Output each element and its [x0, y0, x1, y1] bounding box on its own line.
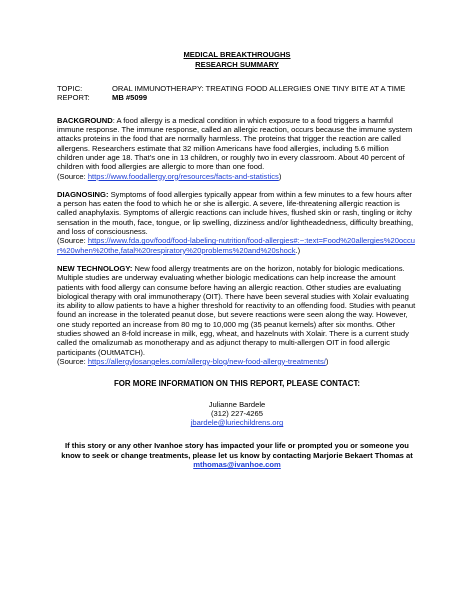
topic-value: ORAL IMMUNOTHERAPY: TREATING FOOD ALLERGIES ONE TINY BITE AT A TIME — [112, 84, 406, 94]
source-suffix: ) — [278, 171, 282, 181]
diagnosing-heading: DIAGNOSING: — [57, 189, 109, 199]
source-prefix: (Source: — [57, 171, 88, 181]
contact-phone: (312) 227-4265 — [211, 408, 263, 418]
diagnosing-source-link[interactable]: https://www.fda.gov/food/food-labeling-nutrition/food-allergies#:~:text=Food%20allergies%20occur%20when%20the,fatal%20respiratory%20problems%20and%20shock — [57, 236, 415, 255]
header-title — [57, 50, 417, 69]
report-row — [57, 93, 417, 102]
diagnosing-source — [57, 236, 417, 255]
topic-label: TOPIC: — [57, 84, 83, 94]
background-source — [57, 172, 417, 181]
closing-paragraph — [57, 441, 417, 469]
background-text: : A food allergy is a medical condition in which exposure to a food triggers a harmful immune response. The immune response, called an allergic reaction, occurs because the immune system attacks proteins in the food that are normally harmless. The proteins that trigger the reaction are called allergens. Researchers estimate that 32 million Americans have food allergies, including 5.6 million children under age 18. That’s one in 13 children, or roughly two in every classroom. About 40 percent of children with food allergies are allergic to more than one food. — [57, 115, 413, 172]
report-number: MB #5099 — [112, 93, 148, 103]
contact-name: Julianne Bardele — [208, 399, 266, 409]
new-technology-section — [57, 264, 417, 366]
background-paragraph — [57, 116, 417, 172]
source-suffix: ) — [325, 356, 329, 366]
new-technology-heading: NEW TECHNOLOGY: — [57, 263, 133, 273]
new-technology-paragraph — [57, 264, 417, 357]
closing-email-link[interactable]: mthomas@ivanhoe.com — [193, 459, 281, 469]
source-suffix: .) — [295, 245, 301, 255]
background-section — [57, 116, 417, 181]
diagnosing-text: Symptoms of food allergies typically appear from within a few minutes to a few hours after a person has eaten the food to which he or she is allergic. A severe, life-threatening allergic reaction is called anaphylaxis. Symptoms of allergic reactions can include hives, flushed skin or rash, tingling or itchy sensation in the mouth, face, tongue, or lip swelling, dizziness and/or lightheadedness, difficulty breathing, and loss of consciousness. — [57, 189, 414, 237]
new-technology-text: New food allergy treatments are on the horizon, notably for biologic medications. Multiple studies are underway evaluating whether biologic medications can help increase the amount patients with food allergy can consume before having an allergic reaction. Other studies are evaluating biological therapy with oral immunotherapy (OIT). There have been several studies with Xolair evaluating its ability to allow patients to have a higher threshold for reactivity to an offending food. Studies with peanut found an increase in the tolerated peanut dose, but severe reactions were seen along the way. However, one study reported an increase from 80 mg to 10,000 mg (35 peanut kernels) after six months. Other studies showed an 8-fold increase in milk, egg, wheat, and hazelnuts with Xolair. There is a current study called the omalizumab as monotherapy and as adjunct therapy to multi-allergen OIT in food allergic participants (OUtMATCH). — [57, 263, 416, 357]
report-label: REPORT: — [57, 93, 90, 103]
contact-email-link[interactable]: jbardele@luriechildrens.org — [190, 418, 284, 428]
source-prefix: (Source: — [57, 356, 88, 366]
contact-heading: FOR MORE INFORMATION ON THIS REPORT, PLEASE CONTACT: — [113, 379, 361, 389]
report-meta — [57, 84, 417, 103]
background-source-link[interactable]: https://www.foodallergy.org/resources/facts-and-statistics — [87, 171, 279, 181]
diagnosing-paragraph — [57, 190, 417, 236]
contact-block — [57, 400, 417, 428]
new-technology-source-link[interactable]: https://allergylosangeles.com/allergy-blog/new-food-allergy-treatments/ — [87, 356, 326, 366]
closing-text: If this story or any other Ivanhoe story has impacted your life or prompted you or someone you know to seek or change treatments, please let us know by contacting Marjorie Bekaert Thomas at — [61, 441, 413, 460]
header-line-1: MEDICAL BREAKTHROUGHS — [183, 50, 291, 59]
header-line-2: RESEARCH SUMMARY — [195, 59, 279, 69]
topic-row — [57, 84, 417, 93]
new-technology-source — [57, 357, 417, 366]
diagnosing-section — [57, 190, 417, 255]
source-prefix: (Source: — [57, 236, 88, 246]
background-heading: BACKGROUND — [57, 115, 113, 125]
